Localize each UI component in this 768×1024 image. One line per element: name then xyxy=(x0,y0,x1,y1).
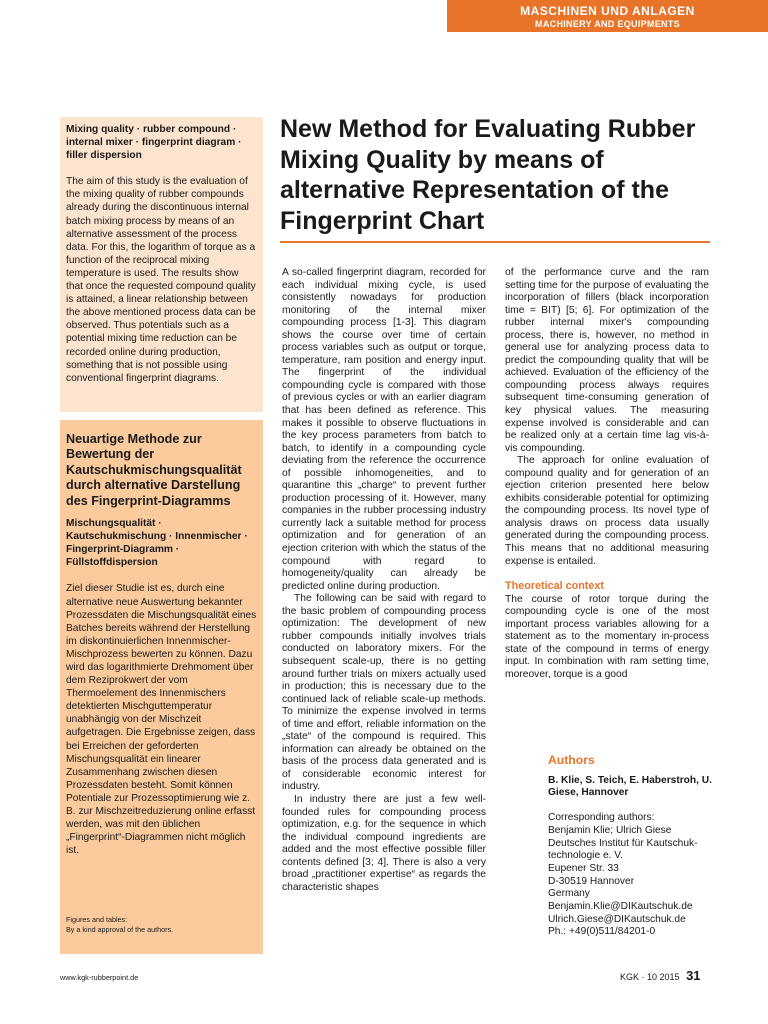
section-banner xyxy=(447,0,768,32)
contact-names: Benjamin Klie; Ulrich Giese xyxy=(548,824,672,836)
abstract-box-en xyxy=(60,117,263,412)
section-title-en: MACHINERY AND EQUIPMENTS xyxy=(535,19,680,29)
email-link[interactable]: Benjamin.Klie@DIKautschuk.de xyxy=(548,901,693,913)
figure-credit xyxy=(66,915,173,934)
title-de: Neuartige Methode zur Bewertung der Kautschukmischungsqualität durch alternative Darstellung des Fingerprint-Diagramms xyxy=(66,432,242,508)
credit-line-1: Figures and tables: xyxy=(66,915,128,924)
contact-label: Corresponding authors: xyxy=(548,812,655,824)
authors-heading: Authors xyxy=(548,753,595,767)
paragraph: The following can be said with regard to the basic problem of compounding process optimization: The development of new rubber compounds initially involves trials conducted on laboratory mixers. For the subsequent scale-up, there is no getting around further trials on mixers actually used in production; this is necessary due to the continued lack of reliable scale-up methods. To minimize the expense involved in terms of time and effort, reliable information on the „state“ of the compound is required. This information can already be obtained on the basis of the process data generated and is of considerable economic interest for industry. xyxy=(282,593,486,793)
author-names: B. Klie, S. Teich, E. Haberstroh, U. Giese, Hannover xyxy=(548,774,712,799)
contact-block xyxy=(548,812,728,939)
email-link[interactable]: Ulrich.Giese@DIKautschuk.de xyxy=(548,913,686,925)
paragraph: of the performance curve and the ram setting time for the purpose of evaluating the incorporation of fillers (black incorporation time = BIT) [5; 6]. For optimization of the rubber internal mixer's compounding process, there is, however, no method in general use for analyzing process data to predict the compounding quality that will be achieved. Evaluation of the efficiency of the compounding process always requires subsequent time-consuming generation of key physical values. The measuring expense involved is considerable and can be realized only at a certain time lag vis-à-vis compounding. xyxy=(505,267,709,454)
paragraph: A so-called fingerprint diagram, recorded for each individual mixing cycle, is used consistently nowadays for production monitoring of the internal mixer compounding process [1-3]. This diagram shows the course over time of certain process variables such as output or torque, temperature, ram position and energy input. The fingerprint of the individual compounding cycle is compared with those of previous cycles or with an earlier diagram that has been defined as reference. This makes it possible to observe fluctuations in the key process parameters from batch to batch, to identify in a compounding cycle deviating from the reference the occurrence of possible inhomogeneities, and to quarantine this „charge“ to prevent further production processing of it. However, many companies in the rubber processing industry currently lack a suitable method for process optimization and for generation of an ejection criterion with which the status of the compound with regard to homogeneity/quality can already be predicted online during production. xyxy=(282,267,486,592)
section-heading: Theoretical context xyxy=(505,580,604,593)
street: Eupener Str. 33 xyxy=(548,862,619,874)
city: D-30519 Hannover xyxy=(548,875,635,887)
abstract-box-de xyxy=(60,420,263,954)
keywords-en: Mixing quality · rubber compound · internal mixer · fingerprint diagram · filler dispersion xyxy=(66,124,242,162)
phone: Ph.: +49(0)511/84201-0 xyxy=(548,926,656,938)
institute-line: technologie e. V. xyxy=(548,850,623,862)
institute-line: Deutsches Institut für Kautschuk- xyxy=(548,837,698,849)
article-title: New Method for Evaluating Rubber Mixing Quality by means of alternative Representation of the Fingerprint Chart xyxy=(280,115,696,235)
abstract-de: Ziel dieser Studie ist es, durch eine alternative neue Auswertung bekannter Prozessdaten die Mischungsqualität eines Batches bereits während der Herstellung im diskontinuierlichen Innenmischer-Mischprozess bewerten zu können. Dazu wird das logarithmierte Drehmoment über dem Reziprokwert der vom Thermoelement des Innenmischers detektierten Mischguttemperatur unabhängig von der Mischzeit aufgetragen. Die Ergebnisse zeigen, dass bei Erreichen der geforderten Mischungsqualität ein linearer Zusammenhang zwischen diesen Prozessdaten besteht. Somit können Potentiale zur Prozessoptimierung wie z. B. zur Mischzeitreduzierung online erfasst werden, was mit den üblichen „Fingerprint“-Diagrammen nicht möglich ist. xyxy=(66,583,257,857)
authors-box xyxy=(548,754,728,939)
footer-url[interactable]: www.kgk-rubberpoint.de xyxy=(60,973,139,982)
title-divider xyxy=(280,241,710,243)
body-column-2 xyxy=(505,267,709,682)
body-column-1 xyxy=(282,267,486,894)
footer-page-info xyxy=(620,968,701,983)
country: Germany xyxy=(548,888,590,900)
section-title-de: MASCHINEN UND ANLAGEN xyxy=(520,4,695,18)
keywords-de: Mischungsqualität · Kautschukmischung · Innenmischer · Fingerprint-Diagramm · Füllstoffdispersion xyxy=(66,518,248,569)
paragraph: The approach for online evaluation of compound quality and for generation of an ejection criterion presented here below exhibits considerable potential for optimizing the compounding process. Its novel type of analysis draws on process data usually generated during the compounding process. This means that no additional measuring expense is entailed. xyxy=(505,455,709,567)
page-number: 31 xyxy=(686,968,701,983)
paragraph: In industry there are just a few well-founded rules for compounding process optimization, e.g. for the sequence in which the individual compound ingredients are added and the most effective possible filler contents defined [3; 4]. There is also a very broad „practitioner expertise“ as regards the characteristic shapes xyxy=(282,793,486,893)
paragraph: The course of rotor torque during the compounding cycle is one of the most important process variables allowing for a statement as to the momentary in-process state of the compound in terms of energy input. In combination with ram setting time, moreover, torque is a good xyxy=(505,593,709,680)
abstract-en: The aim of this study is the evaluation of the mixing quality of rubber compounds already during the discontinuous internal batch mixing process by means of an alternative assessment of the process data. For this, the logarithm of torque as a function of the reciprocal mixing temperature is used. The results show that once the requested compound quality is attained, a linear relationship between the above mentioned process data can be observed. Thus potentials such as a potential mixing time reduction can be recorded online during production, something that is not possible using conventional fingerprint diagrams. xyxy=(66,176,256,384)
credit-line-2: By a kind approval of the authors. xyxy=(66,924,174,934)
journal-issue: KGK · 10 2015 xyxy=(620,972,680,982)
